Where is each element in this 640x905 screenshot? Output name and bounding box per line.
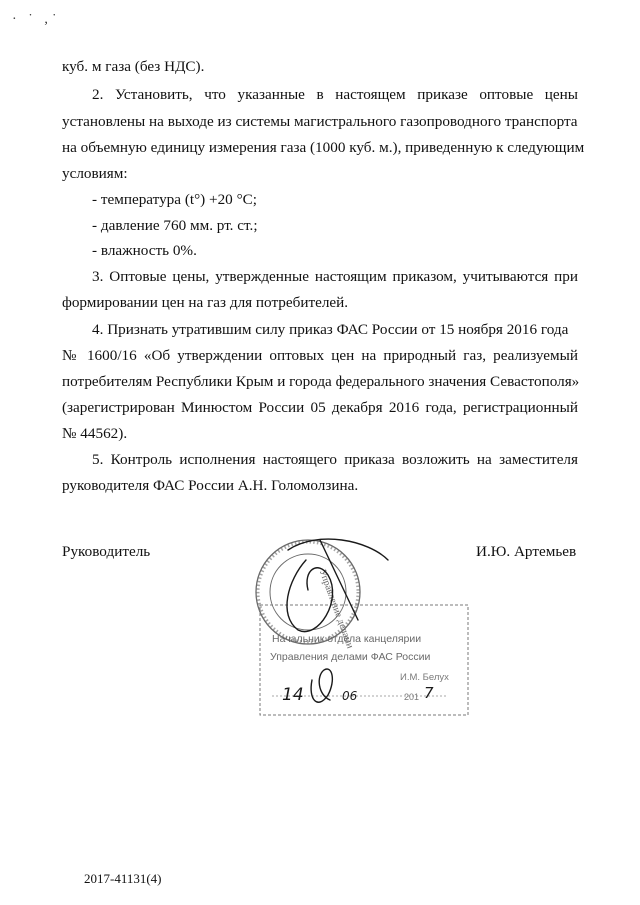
text-line-15: № 44562). — [62, 425, 128, 442]
round-seal-text: Управление делами — [316, 568, 356, 651]
text-line-5: условиям: — [62, 165, 128, 182]
text-line-4: на объемную единицу измерения газа (1000 куб. м.), приведенную к следующим — [62, 139, 585, 156]
text-line-3: установлены на выходе из системы магистрального газопроводного транспорта — [62, 113, 578, 130]
stamp-area — [248, 520, 478, 730]
corner-marks: · ˙ ,˙ — [12, 12, 61, 27]
text-line-16: 5. Контроль исполнения настоящего приказа возложить на заместителя — [92, 451, 578, 468]
stamp-date-day: 14 — [282, 685, 304, 705]
stamp-name: И.М. Белух — [400, 672, 449, 683]
stamp-line-2: Управления делами ФАС России — [270, 651, 431, 663]
stamp-date-month: 06 — [342, 689, 358, 703]
stamp-line-1: Начальник отдела канцелярии — [272, 633, 422, 645]
text-line-17: руководителя ФАС России А.Н. Голомолзина. — [62, 477, 359, 494]
text-line-13: потребителям Республики Крым и города федерального значения Севастополя» — [62, 373, 580, 390]
stamp-date-year-prefix: 201 — [404, 692, 420, 702]
text-line-9: 3. Оптовые цены, утвержденные настоящим приказом, учитываются при — [92, 268, 578, 285]
signature-title: Руководитель — [62, 543, 151, 560]
text-line-2: 2. Установить, что указанные в настоящем приказе оптовые цены — [92, 86, 578, 103]
official-stamp — [248, 520, 478, 730]
text-line-12: № 1600/16 «Об утверждении оптовых цен на природный газ, реализуемый — [62, 347, 578, 364]
text-line-7: - давление 760 мм. рт. ст.; — [92, 217, 258, 234]
signature-name: И.Ю. Артемьев — [476, 543, 577, 560]
text-line-10: формировании цен на газ для потребителей. — [62, 294, 349, 311]
text-line-11: 4. Признать утратившим силу приказ ФАС России от 15 ноября 2016 года — [92, 321, 569, 338]
document-number: 2017-41131(4) — [84, 871, 162, 886]
text-line-14: (зарегистрирован Минюстом России 05 декабря 2016 года, регистрационный — [62, 399, 578, 416]
text-line-6: - температура (t°) +20 °С; — [92, 191, 257, 208]
text-line-1: куб. м газа (без НДС). — [62, 58, 205, 75]
stamp-date-year-digit: 7 — [424, 684, 434, 702]
text-line-8: - влажность 0%. — [92, 242, 197, 259]
